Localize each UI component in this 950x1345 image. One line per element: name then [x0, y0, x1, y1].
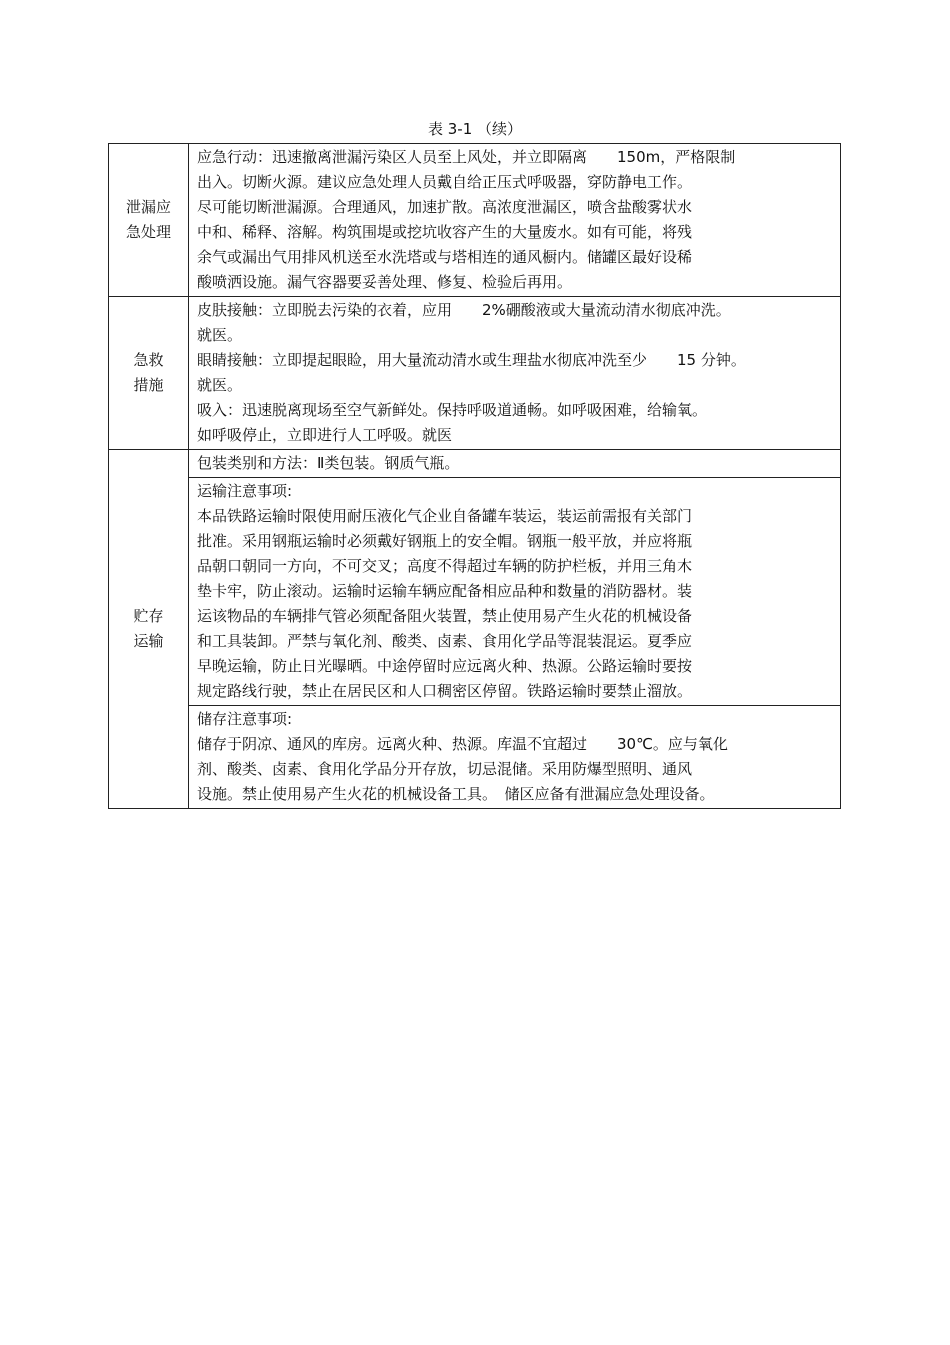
transport-precautions-content [189, 478, 841, 706]
storage-precautions-row [109, 706, 841, 809]
leak-handling-label [109, 144, 189, 297]
text-line: 本品铁路运输时限使用耐压液化气企业自备罐车装运，装运前需报有关部门 [197, 507, 693, 525]
text-line: 吸入：迅速脱离现场至空气新鲜处。保持呼吸道通畅。如呼吸困难，给输氧。 [197, 401, 708, 419]
text-line: 垫卡牢，防止滚动。运输时运输车辆应配备相应品种和数量的消防器材。装 [197, 582, 693, 600]
label-line: 运输 [133, 632, 164, 650]
table-caption: 表 3-1 （续） [427, 120, 523, 138]
text-line: 包装类别和方法：Ⅱ类包装。钢质气瓶。 [197, 454, 460, 472]
packaging-content [189, 450, 841, 478]
text-line: 品朝口朝同一方向，不可交叉；高度不得超过车辆的防护栏板，并用三角木 [197, 557, 693, 575]
text-line: 设施。禁止使用易产生火花的机械设备工具。 储区应备有泄漏应急处理设备。 [197, 785, 715, 803]
safety-info-table [108, 143, 841, 809]
text-line: 应急行动：迅速撤离泄漏污染区人员至上风处，并立即隔离 150m，严格限制 [197, 148, 736, 166]
text-line: 眼睛接触：立即提起眼睑，用大量流动清水或生理盐水彻底冲洗至少 15 分钟。 [197, 351, 746, 369]
text-line: 中和、稀释、溶解。构筑围堤或挖坑收容产生的大量废水。如有可能，将残 [197, 223, 693, 241]
text-line: 尽可能切断泄漏源。合理通风，加速扩散。高浓度泄漏区，喷含盐酸雾状水 [197, 198, 693, 216]
text-line: 早晚运输，防止日光曝晒。中途停留时应远离火种、热源。公路运输时要按 [197, 657, 693, 675]
text-line: 规定路线行驶，禁止在居民区和人口稠密区停留。铁路运输时要禁止溜放。 [197, 682, 693, 700]
label-line: 急处理 [125, 223, 171, 241]
text-line: 批准。采用钢瓶运输时必须戴好钢瓶上的安全帽。钢瓶一般平放，并应将瓶 [197, 532, 693, 550]
text-line: 余气或漏出气用排风机送至水洗塔或与塔相连的通风橱内。储罐区最好设稀 [197, 248, 693, 266]
text-line: 如呼吸停止，立即进行人工呼吸。就医 [197, 426, 453, 444]
first-aid-content [189, 297, 841, 450]
text-line: 运该物品的车辆排气管必须配备阻火装置，禁止使用易产生火花的机械设备 [197, 607, 693, 625]
storage-precautions-content [189, 706, 841, 809]
label-line: 急救 [133, 351, 164, 369]
storage-packaging-row [109, 450, 841, 478]
text-line: 和工具装卸。严禁与氧化剂、酸类、卤素、食用化学品等混装混运。夏季应 [197, 632, 693, 650]
leak-handling-content [189, 144, 841, 297]
storage-transport-label [109, 450, 189, 809]
text-line: 出入。切断火源。建议应急处理人员戴自给正压式呼吸器，穿防静电工作。 [197, 173, 693, 191]
text-line: 皮肤接触：立即脱去污染的衣着，应用 2%硼酸液或大量流动清水彻底冲洗。 [197, 301, 731, 319]
first-aid-row [109, 297, 841, 450]
label-line: 贮存 [133, 607, 164, 625]
label-line: 泄漏应 [125, 198, 171, 216]
text-line: 储存注意事项: [197, 710, 293, 728]
text-line: 就医。 [197, 376, 243, 394]
leak-handling-row [109, 144, 841, 297]
text-line: 储存于阴凉、通风的库房。远离火种、热源。库温不宜超过 30℃。应与氧化 [197, 735, 728, 753]
first-aid-label [109, 297, 189, 450]
text-line: 剂、酸类、卤素、食用化学品分开存放，切忌混储。采用防爆型照明、通风 [197, 760, 693, 778]
text-line: 酸喷洒设施。漏气容器要妥善处理、修复、检验后再用。 [197, 273, 573, 291]
label-line: 措施 [133, 376, 164, 394]
text-line: 运输注意事项: [197, 482, 293, 500]
transport-precautions-row [109, 478, 841, 706]
text-line: 就医。 [197, 326, 243, 344]
